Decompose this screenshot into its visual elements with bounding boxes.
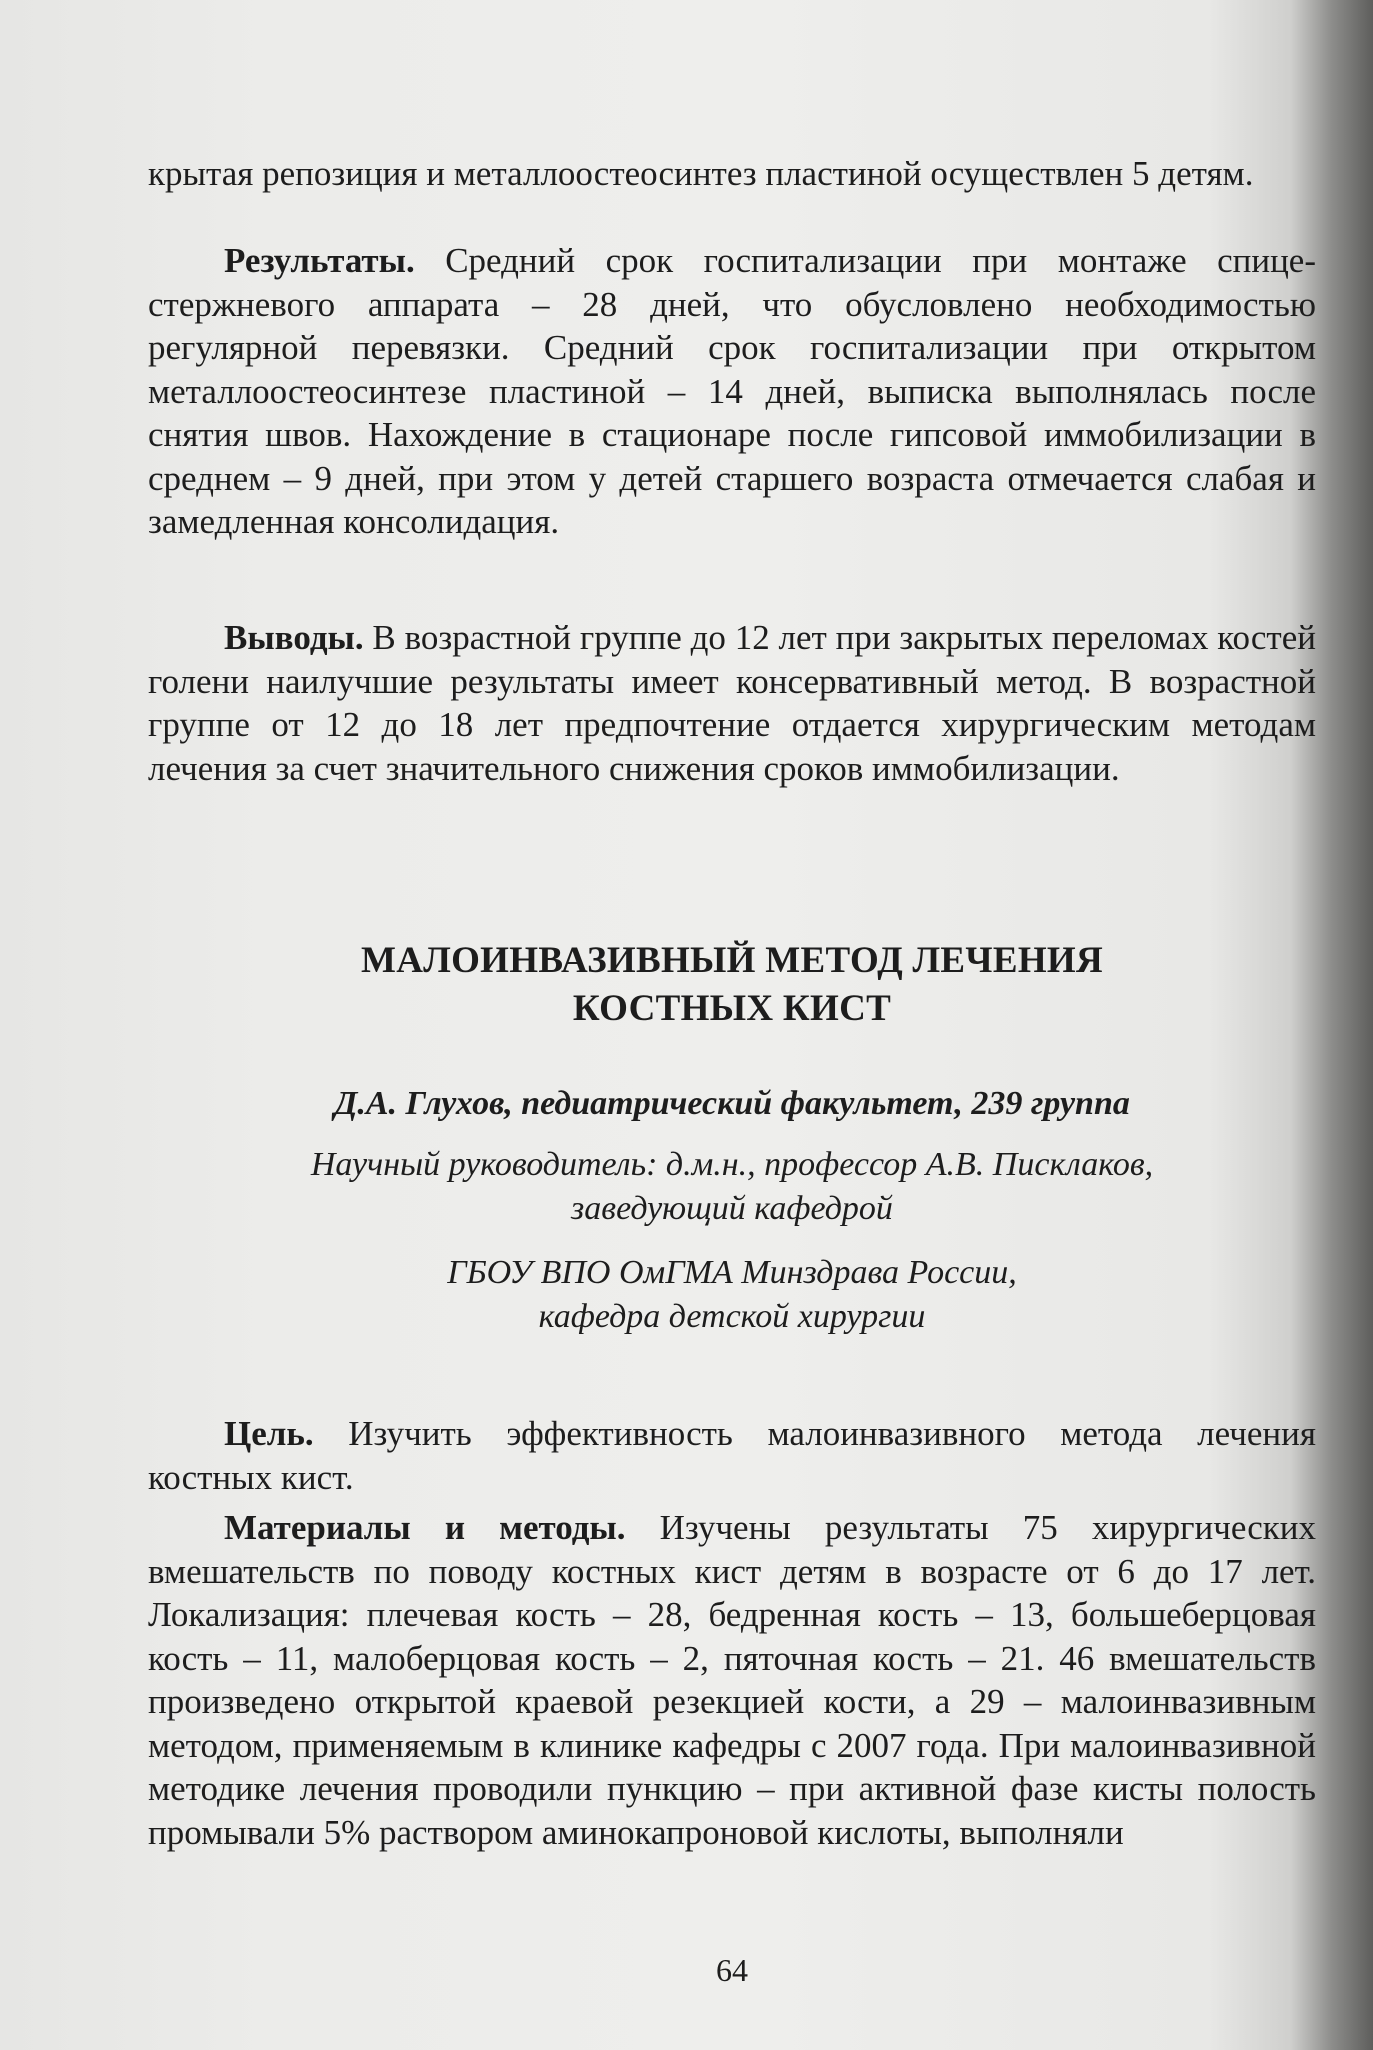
institution-line-2: кафедра детской хирургии bbox=[538, 1298, 926, 1335]
continuation-paragraph bbox=[148, 152, 1316, 196]
institution-line-1: ГБОУ ВПО ОмГМА Минздрава России, bbox=[447, 1254, 1017, 1291]
results-text: Средний срок госпитализации при монтаже спице-стержневого аппарата – 28 дней, что обусловлено необходимостью регулярной перевязки. Средний срок госпитализации при открытом металлоостеосинтезе пластиной – 14 дней, выписка выполнялась после снятия швов. Нахождение в стационаре после гипсовой иммобилизации в среднем – 9 дней, при этом у детей старшего возраста отмечается слабая и замедленная консолидация. bbox=[148, 241, 1316, 541]
article-title bbox=[148, 937, 1316, 1033]
conclusions-text: В возрастной группе до 12 лет при закрытых переломах костей голени наилучшие результаты имеет консервативный метод. В возрастной группе от 12 до 18 лет предпочтение отдается хирургическим методам лечения за счет значительного снижения сроков иммобилизации. bbox=[148, 618, 1316, 788]
page-number: 64 bbox=[716, 1952, 748, 1988]
supervisor-line-1: Научный руководитель: д.м.н., профессор А.В. Писклаков, bbox=[310, 1146, 1154, 1183]
methods-paragraph bbox=[148, 1506, 1316, 1854]
aim-label: Цель. bbox=[224, 1414, 314, 1453]
results-paragraph bbox=[148, 239, 1316, 544]
conclusions-label: Выводы. bbox=[224, 618, 364, 657]
article-title-line-1: МАЛОИНВАЗИВНЫЙ МЕТОД ЛЕЧЕНИЯ bbox=[360, 940, 1104, 981]
results-label: Результаты. bbox=[224, 241, 415, 280]
supervisor-block bbox=[148, 1143, 1316, 1231]
aim-text: Изучить эффективность малоинвазивного метода лечения костных кист. bbox=[148, 1414, 1316, 1497]
conclusions-paragraph bbox=[148, 616, 1316, 790]
continuation-text: крытая репозиция и металлоостеосинтез пластиной осуществлен 5 детям. bbox=[148, 154, 1254, 193]
methods-label: Материалы и методы. bbox=[224, 1508, 626, 1547]
article-title-line-2: КОСТНЫХ КИСТ bbox=[572, 988, 892, 1029]
article-author: Д.А. Глухов, педиатрический факультет, 239 группа bbox=[334, 1085, 1130, 1122]
supervisor-line-2: заведующий кафедрой bbox=[571, 1190, 893, 1227]
institution-block bbox=[148, 1251, 1316, 1339]
methods-text: Изучены результаты 75 хирургических вмешательств по поводу костных кист детям в возрасте от 6 до 17 лет. Локализация: плечевая кость – 28, бедренная кость – 13, большеберцовая кость – 11, малоберцовая кость – 2, пяточная кость – 21. 46 вмешательств произведено открытой краевой резекцией кости, а 29 – малоинвазивным методом, применяемым в клинике кафедры с 2007 года. При малоинвазивной методике лечения проводили пункцию – при активной фазе кисты полость промывали 5% раствором аминокапроновой кислоты, выполняли bbox=[148, 1508, 1316, 1852]
aim-paragraph bbox=[148, 1412, 1316, 1499]
